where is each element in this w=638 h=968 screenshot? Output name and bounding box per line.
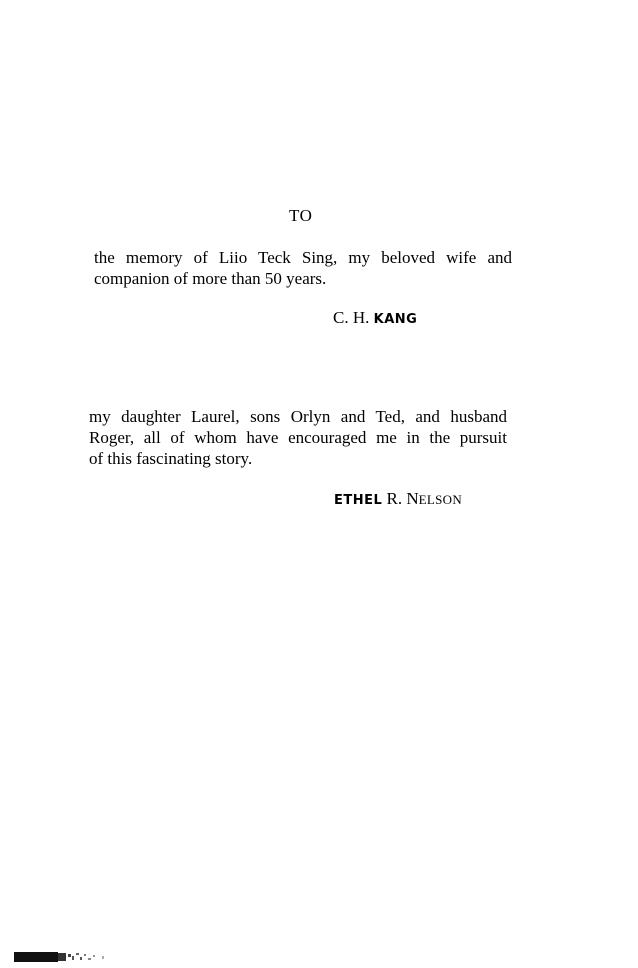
scan-artifact-bar (14, 952, 58, 962)
signature-last-initial: N (406, 489, 419, 508)
signature-first-name: ETHEL (334, 493, 383, 508)
signature-surname: KANG (373, 312, 418, 327)
signature-kang (333, 308, 417, 328)
scan-artifact-speck (68, 954, 71, 957)
scan-artifact-speck (93, 955, 95, 957)
paragraph-line: companion of more than 50 years. (94, 269, 327, 288)
signature-last-name (406, 489, 462, 508)
paragraph-line: Roger, all of whom have encouraged me in the pursuit (89, 428, 507, 447)
signature-middle-initial: R. (386, 489, 403, 508)
scan-artifact-speck (84, 954, 86, 956)
dedication-paragraph-nelson (89, 406, 507, 469)
paragraph-line: of this fascinating story. (89, 449, 253, 468)
scan-artifact-speck (88, 958, 91, 960)
dedication-heading: TO (289, 206, 313, 225)
dedication-paragraph-kang (94, 247, 512, 289)
scan-artifact-bar (58, 953, 66, 961)
paragraph-line: the memory of Liio Teck Sing, my beloved wife and (94, 248, 512, 267)
signature-initials: C. H. (333, 308, 370, 327)
scan-artifact-speck (80, 957, 82, 960)
scan-artifact-speck (102, 956, 104, 959)
signature-nelson (334, 489, 462, 509)
signature-last-rest: ELSON (418, 492, 463, 507)
scan-artifact-speck (76, 953, 79, 955)
paragraph-line: my daughter Laurel, sons Orlyn and Ted, and husband (89, 407, 507, 426)
scan-artifact-mark (14, 950, 110, 964)
scan-artifact-speck (72, 956, 74, 960)
